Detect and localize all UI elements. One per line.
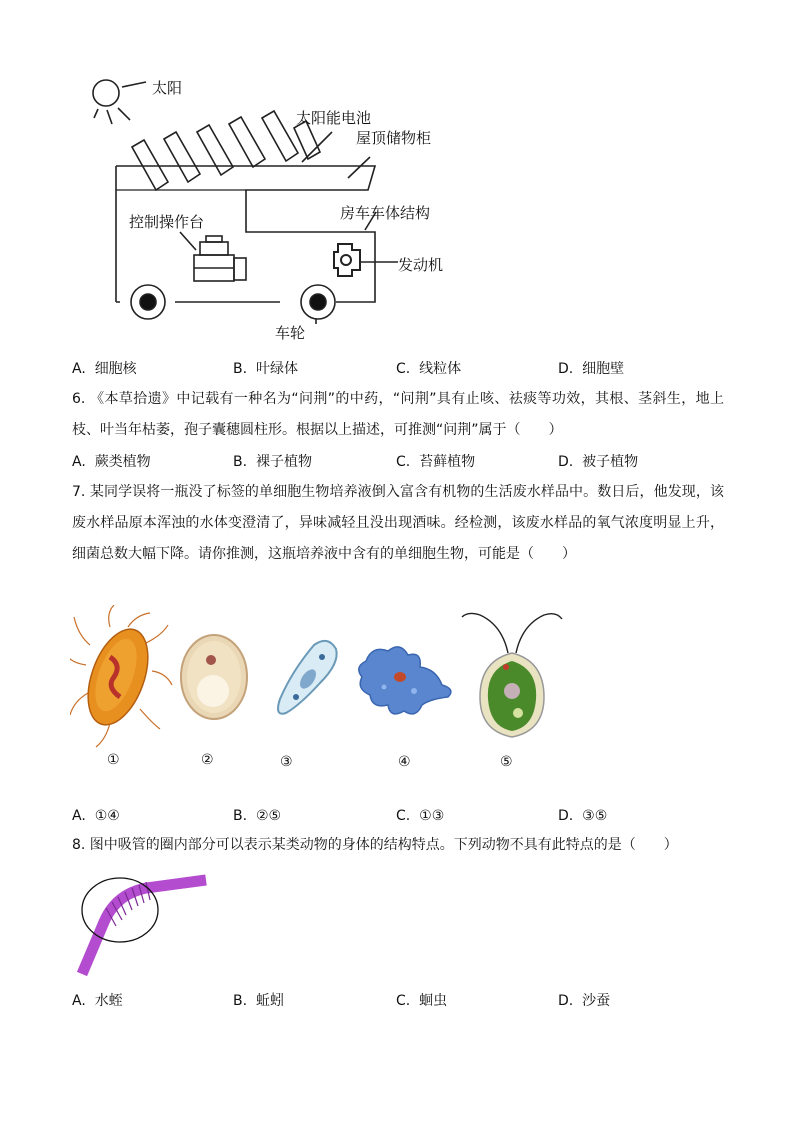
q7-stem: 7. 某同学误将一瓶没了标签的单细胞生物培养液倒入富含有机物的生活废水样品中。数日后，他发现，该废水样品原本浑浊的水体变澄清了，异味减轻且没出现酒味。经检测，该废水样品的氧气浓度明显上升，细菌总数大幅下降。请你推测，这瓶培养液中含有的单细胞生物，可能是（ ） [72,484,724,562]
solar-panel [164,132,200,182]
q6-option-b[interactable]: B. 裸子植物 [233,454,312,470]
q7-option-c[interactable]: C. ①③ [396,808,445,824]
q8-option-a[interactable]: A. 水蛭 [72,993,123,1009]
label-solar-cell: 太阳能电池 [296,109,372,127]
q7-figures [70,605,630,755]
q8-stem: 8. 图中吸管的圈内部分可以表示某类动物的身体的结构特点。下列动物不具有此特点的是（ ） [72,837,678,853]
straw-svg [76,870,216,980]
q5-option-c[interactable]: C. 线粒体 [396,361,462,377]
q8-option-b[interactable]: B. 蚯蚓 [233,993,284,1009]
q8-option-d[interactable]: D. 沙蚕 [558,993,611,1009]
solar-panel [132,140,168,190]
solar-panel [229,117,265,167]
q5-option-d[interactable]: D. 细胞壁 [558,361,625,377]
q7-figures-svg [70,605,630,755]
q5-option-a[interactable]: A. 细胞核 [72,361,137,377]
figure-number-3: ③ [280,754,293,770]
q6-option-a[interactable]: A. 蕨类植物 [72,454,151,470]
figure-number-5: ⑤ [500,754,513,770]
q5-option-b[interactable]: B. 叶绿体 [233,361,298,377]
q7-option-b[interactable]: B. ②⑤ [233,808,282,824]
figure-number-2: ② [201,752,214,768]
solar-panel [262,111,298,161]
label-engine: 发动机 [398,256,444,274]
amoeba-illustration [359,647,451,714]
q8-option-c[interactable]: C. 蛔虫 [396,993,448,1009]
q7-option-a[interactable]: A. ①④ [72,808,120,824]
yeast-illustration [181,635,247,719]
bacterium-illustration [70,605,172,747]
console-icon [194,236,246,281]
solar-panel [197,125,233,175]
label-console: 控制操作台 [129,213,205,231]
highlight-circle [82,878,158,942]
figure-number-1: ① [107,752,120,768]
paramecium-illustration [278,641,337,714]
label-sun: 太阳 [152,79,183,97]
sun-icon [93,80,119,106]
q7-option-d[interactable]: D. ③⑤ [558,808,608,824]
q6-option-c[interactable]: C. 苔藓植物 [396,454,476,470]
figure-number-4: ④ [398,754,411,770]
straw-figure [76,870,216,980]
engine-icon [334,244,360,276]
q6-stem: 6. 《本草拾遗》中记载有一种名为“问荆”的中药，“问荆”具有止咳、祛痰等功效，其根、茎斜生，地上枝、叶当年枯萎，孢子囊穗圆柱形。根据以上描述，可推测“问荆”属于（ ） [72,391,724,438]
label-rv-body: 房车车体结构 [340,204,431,222]
label-wheel: 车轮 [275,324,306,342]
chlamydomonas-illustration [462,613,562,737]
straw-icon [82,880,206,974]
label-roof-cabinet: 屋顶储物柜 [356,129,432,147]
q6-option-d[interactable]: D. 被子植物 [558,454,639,470]
